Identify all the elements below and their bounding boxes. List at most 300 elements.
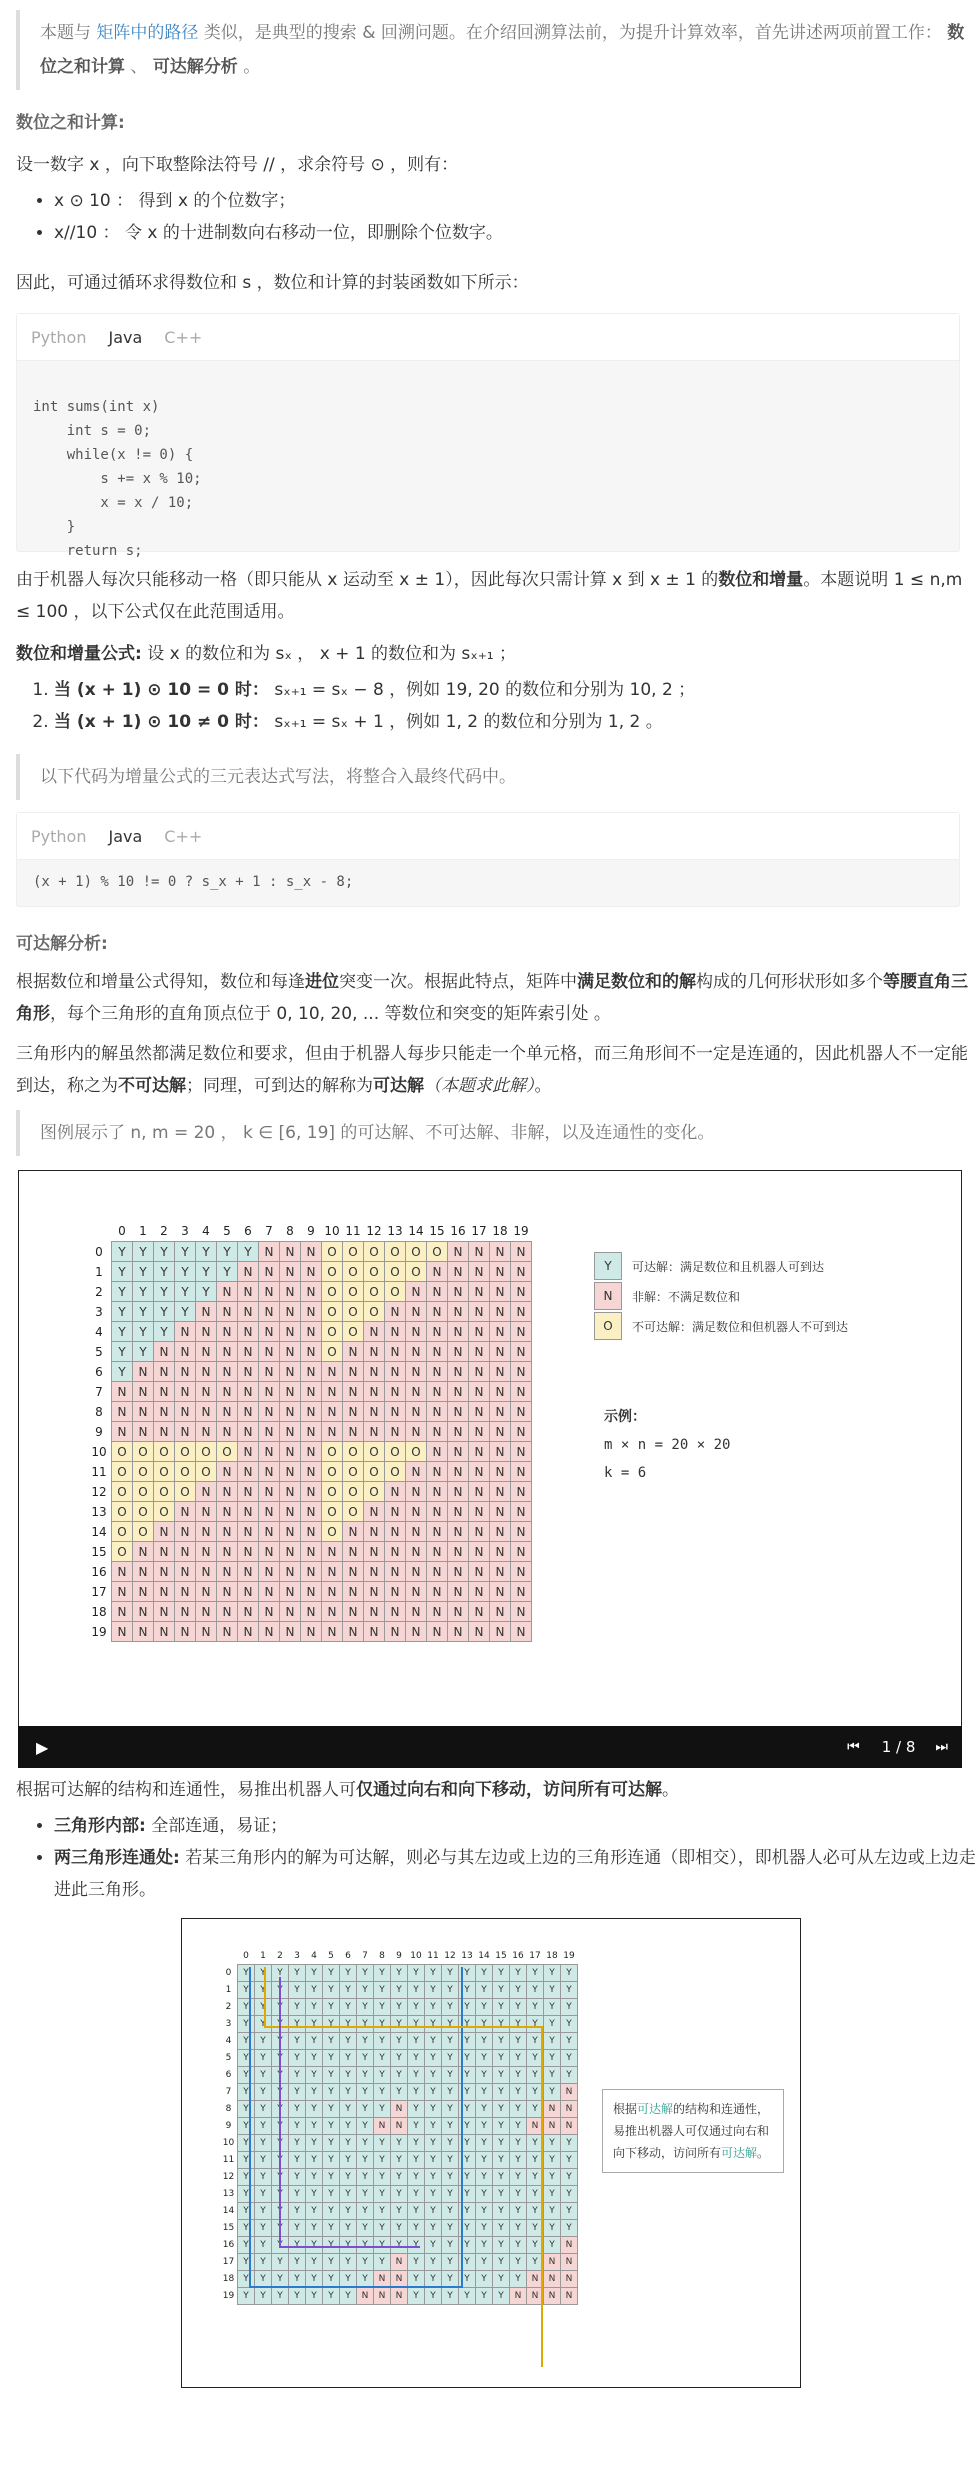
grid-cell: Y (112, 1302, 133, 1322)
t: 。 (757, 2146, 770, 2160)
formula-list (16, 674, 977, 738)
grid-cell: N (322, 1562, 343, 1582)
grid-cell: N (364, 1342, 385, 1362)
grid-cell: N (217, 1302, 238, 1322)
grid-cell: N (406, 1562, 427, 1582)
tab-python[interactable]: Python (31, 327, 87, 347)
grid-cell: Y (255, 1982, 272, 1999)
grid-cell: Y (289, 2101, 306, 2118)
intro-end: 。 (243, 57, 261, 77)
grid-cell: Y (493, 1982, 510, 1999)
intro-bold-2: 可达解分析 (152, 57, 238, 77)
grid-cell: Y (425, 2271, 442, 2288)
grid-cell: Y (510, 2203, 527, 2220)
grid-cell: N (427, 1362, 448, 1382)
grid-cell: N (511, 1542, 532, 1562)
b: 仅通过向右和向下移动，访问所有可达解 (356, 1780, 662, 1800)
grid-cell: Y (476, 1965, 493, 1982)
grid-cell: N (448, 1482, 469, 1502)
grid-cell: N (511, 1242, 532, 1262)
legend-label: 可达解：满足数位和且机器人可到达 (632, 1259, 825, 1274)
grid-cell: Y (544, 2135, 561, 2152)
row-header: 15 (222, 2223, 235, 2233)
col-header: 10 (324, 1224, 340, 1238)
grid-cell: N (490, 1242, 511, 1262)
grid-cell: Y (561, 2067, 578, 2084)
grid-cell: Y (425, 1982, 442, 1999)
grid-cell: O (154, 1502, 175, 1522)
grid-cell: Y (272, 2237, 289, 2254)
grid-cell: N (490, 1262, 511, 1282)
grid-cell: Y (289, 2016, 306, 2033)
grid-cell: Y (442, 2135, 459, 2152)
grid-cell: Y (357, 1982, 374, 1999)
grid-cell: Y (510, 1965, 527, 1982)
grid-cell: Y (425, 2254, 442, 2271)
row-header: 12 (91, 1484, 107, 1499)
grid-cell: N (259, 1382, 280, 1402)
grid-cell: Y (561, 2152, 578, 2169)
grid-cell: N (259, 1462, 280, 1482)
grid-cell: Y (476, 2016, 493, 2033)
case-1-text: sₓ₊₁ = sₓ − 8 ，例如 19, 20 的数位和分别为 10, 2 ； (274, 680, 696, 700)
row-header: 8 (225, 2104, 232, 2114)
grid-cell: N (385, 1502, 406, 1522)
grid-cell: Y (323, 1965, 340, 1982)
grid-cell: N (301, 1542, 322, 1562)
grid-cell: N (511, 1562, 532, 1582)
grid-cell: Y (442, 1982, 459, 1999)
grid-cell: O (343, 1322, 364, 1342)
grid-cell: Y (425, 2237, 442, 2254)
grid-cell: N (322, 1382, 343, 1402)
grid-cell: N (280, 1622, 301, 1642)
grid-cell: N (238, 1402, 259, 1422)
grid-cell: N (238, 1322, 259, 1342)
col-header: 17 (529, 1950, 541, 1961)
code-line: return s; (33, 543, 143, 559)
grid-cell: Y (459, 2067, 476, 2084)
grid-cell: Y (306, 2254, 323, 2271)
grid-cell: O (385, 1282, 406, 1302)
grid-cell: Y (561, 1982, 578, 1999)
grid-cell: Y (289, 2067, 306, 2084)
tab-cpp[interactable]: C++ (164, 826, 203, 846)
grid-cell: Y (408, 2084, 425, 2101)
b: 不可达解 (118, 1076, 186, 1096)
grid-cell: N (490, 1422, 511, 1442)
grid-cell: Y (408, 2016, 425, 2033)
grid-cell: Y (306, 2169, 323, 2186)
grid-cell: Y (425, 2050, 442, 2067)
grid-cell: Y (493, 2101, 510, 2118)
grid-cell: N (112, 1622, 133, 1642)
grid-cell: N (385, 1522, 406, 1542)
tab-java[interactable]: Java (108, 327, 143, 347)
grid-cell: N (154, 1342, 175, 1362)
grid-cell: N (196, 1522, 217, 1542)
grid-cell: Y (323, 1999, 340, 2016)
prev-slide-icon[interactable]: ⏮ (847, 1739, 860, 1755)
row-header: 5 (225, 2053, 232, 2063)
grid-cell: Y (459, 2203, 476, 2220)
grid-cell: N (385, 1582, 406, 1602)
grid-cell: Y (255, 2254, 272, 2271)
grid-cell: Y (374, 2033, 391, 2050)
grid-cell: O (406, 1242, 427, 1262)
grid-cell: O (112, 1542, 133, 1562)
grid-cell: Y (272, 1999, 289, 2016)
col-header: 6 (244, 1224, 252, 1238)
grid-cell: N (217, 1462, 238, 1482)
grid-cell: N (301, 1342, 322, 1362)
grid-cell: Y (476, 2186, 493, 2203)
grid-cell: Y (493, 2016, 510, 2033)
grid-cell: N (154, 1362, 175, 1382)
col-header: 13 (387, 1224, 403, 1238)
grid-cell: Y (323, 2152, 340, 2169)
grid-cell: Y (357, 2271, 374, 2288)
grid-cell: N (259, 1482, 280, 1502)
grid-cell: Y (323, 2135, 340, 2152)
grid-cell: Y (442, 2016, 459, 2033)
grid-cell: Y (340, 2050, 357, 2067)
row-header: 16 (91, 1564, 107, 1579)
grid-cell: Y (196, 1242, 217, 1262)
grid-cell: N (561, 2101, 578, 2118)
col-header: 12 (366, 1224, 382, 1238)
highlight: 可达解 (721, 2146, 758, 2160)
grid-cell: Y (272, 2271, 289, 2288)
grid-cell: N (301, 1242, 322, 1262)
grid-cell: Y (306, 2050, 323, 2067)
grid-cell: Y (425, 2169, 442, 2186)
row-header: 18 (91, 1604, 107, 1619)
list-item (54, 1842, 977, 1906)
grid-cell: Y (493, 2169, 510, 2186)
grid-cell: N (469, 1282, 490, 1302)
grid-cell: O (343, 1502, 364, 1522)
grid-cell: Y (289, 2152, 306, 2169)
col-header: 10 (410, 1950, 422, 1961)
grid-cell: Y (289, 2084, 306, 2101)
grid-cell: O (343, 1462, 364, 1482)
grid-cell: Y (459, 1965, 476, 1982)
grid-cell: N (374, 2118, 391, 2135)
grid-cell: N (490, 1322, 511, 1342)
grid-cell: N (217, 1282, 238, 1302)
grid-cell: O (364, 1462, 385, 1482)
grid-cell: Y (561, 2033, 578, 2050)
grid-cell: N (427, 1562, 448, 1582)
grid-cell: N (259, 1542, 280, 1562)
grid-cell: Y (425, 2288, 442, 2305)
grid-cell: N (259, 1242, 280, 1262)
grid-cell: Y (289, 2135, 306, 2152)
grid-cell: N (238, 1422, 259, 1442)
grid-cell: Y (476, 2050, 493, 2067)
slideshow-controls (18, 1726, 962, 1768)
grid-cell: Y (493, 2152, 510, 2169)
grid-cell: Y (357, 2033, 374, 2050)
grid-cell: N (385, 1342, 406, 1362)
col-header: 11 (427, 1950, 439, 1961)
grid-cell: Y (323, 2067, 340, 2084)
grid-cell: Y (476, 1982, 493, 1999)
grid-cell: Y (527, 2169, 544, 2186)
grid-cell: Y (306, 2033, 323, 2050)
grid-cell: N (511, 1382, 532, 1402)
col-header: 9 (307, 1224, 315, 1238)
grid-cell: Y (255, 2203, 272, 2220)
grid-cell: N (510, 2288, 527, 2305)
grid-cell: N (301, 1462, 322, 1482)
grid-cell: Y (196, 1282, 217, 1302)
tab-java[interactable]: Java (108, 826, 143, 846)
grid-cell: Y (272, 2067, 289, 2084)
grid-cell: Y (323, 2016, 340, 2033)
connectivity-figure (181, 1918, 801, 2388)
legend-item (594, 1251, 848, 1281)
matrix-path-link[interactable]: 矩阵中的路径 (96, 23, 199, 43)
grid-cell: Y (238, 2186, 255, 2203)
col-header: 17 (471, 1224, 487, 1238)
grid-cell: Y (510, 2186, 527, 2203)
row-header: 19 (91, 1624, 107, 1639)
grid-cell: Y (323, 2118, 340, 2135)
grid-cell: N (175, 1582, 196, 1602)
grid-cell: Y (527, 2152, 544, 2169)
grid-cell: N (469, 1582, 490, 1602)
list-item: • x ⊙ 10 ： 得到 x 的个位数字； (54, 185, 977, 217)
grid-cell: Y (340, 2220, 357, 2237)
grid-cell: O (385, 1442, 406, 1462)
grid-cell: N (259, 1342, 280, 1362)
code-body (17, 361, 959, 559)
grid-cell: Y (510, 2271, 527, 2288)
grid-cell: Y (408, 1982, 425, 1999)
grid-cell: O (385, 1242, 406, 1262)
col-header: 14 (478, 1950, 490, 1961)
grid-cell: O (175, 1442, 196, 1462)
grid-cell: N (427, 1622, 448, 1642)
grid-cell: Y (527, 2203, 544, 2220)
grid-cell: Y (527, 1999, 544, 2016)
grid-cell: N (133, 1562, 154, 1582)
grid-cell: Y (442, 2101, 459, 2118)
grid-cell: Y (112, 1342, 133, 1362)
grid-cell: Y (391, 2135, 408, 2152)
grid-cell: Y (408, 2271, 425, 2288)
grid-cell: Y (357, 2237, 374, 2254)
row-header: 2 (225, 2002, 232, 2012)
grid-cell: Y (340, 2118, 357, 2135)
grid-cell: Y (255, 2288, 272, 2305)
row-header: 10 (222, 2138, 235, 2148)
grid-cell: N (469, 1242, 490, 1262)
grid-cell: Y (510, 2033, 527, 2050)
grid-cell: Y (510, 2135, 527, 2152)
grid-cell: Y (217, 1262, 238, 1282)
grid-cell: Y (459, 2237, 476, 2254)
grid-cell: N (196, 1582, 217, 1602)
grid-cell: N (385, 1302, 406, 1322)
grid-cell: Y (442, 2254, 459, 2271)
grid-cell: N (448, 1322, 469, 1342)
grid-cell: Y (476, 2220, 493, 2237)
grid-cell: N (469, 1422, 490, 1442)
list-item (54, 674, 977, 706)
grid-cell: Y (544, 1999, 561, 2016)
grid-cell: N (511, 1342, 532, 1362)
grid-cell: N (343, 1522, 364, 1542)
col-header: 0 (118, 1224, 126, 1238)
grid-cell: N (280, 1582, 301, 1602)
grid-cell: Y (289, 2237, 306, 2254)
grid-cell: O (364, 1282, 385, 1302)
grid-cell: Y (255, 2220, 272, 2237)
grid-cell: Y (340, 2203, 357, 2220)
grid-cell: Y (476, 2084, 493, 2101)
grid-cell: Y (272, 2152, 289, 2169)
grid-cell: Y (425, 2220, 442, 2237)
grid-cell: Y (493, 2067, 510, 2084)
play-icon[interactable]: ▶ (36, 1737, 49, 1757)
grid-cell: N (561, 2237, 578, 2254)
grid-cell: N (469, 1482, 490, 1502)
grid-cell: Y (133, 1282, 154, 1302)
grid-cell: N (196, 1502, 217, 1522)
grid-cell: N (448, 1242, 469, 1262)
grid-cell: N (427, 1502, 448, 1522)
grid-cell: O (343, 1302, 364, 1322)
grid-cell: N (217, 1622, 238, 1642)
grid-cell: Y (289, 1999, 306, 2016)
grid-cell: Y (133, 1322, 154, 1342)
col-header: 19 (513, 1224, 529, 1238)
grid-cell: N (527, 2288, 544, 2305)
grid-cell: Y (340, 2084, 357, 2101)
grid-cell: N (343, 1582, 364, 1602)
grid-cell: Y (306, 2152, 323, 2169)
grid-cell: Y (476, 2169, 493, 2186)
grid-cell: Y (272, 2135, 289, 2152)
grid-cell: O (385, 1262, 406, 1282)
grid-cell: N (217, 1322, 238, 1342)
grid-cell: O (133, 1482, 154, 1502)
col-header: 5 (328, 1950, 334, 1961)
grid-cell: Y (289, 1982, 306, 1999)
grid-cell: N (490, 1502, 511, 1522)
grid-cell: Y (561, 2135, 578, 2152)
grid-cell: Y (544, 2152, 561, 2169)
next-slide-icon[interactable]: ⏭ (935, 1739, 948, 1755)
grid-cell: Y (544, 2033, 561, 2050)
grid-cell: Y (425, 1999, 442, 2016)
grid-cell: N (196, 1402, 217, 1422)
grid-cell: Y (340, 2169, 357, 2186)
grid-cell: Y (442, 1999, 459, 2016)
grid-cell: N (511, 1422, 532, 1442)
row-header: 7 (225, 2087, 232, 2097)
grid-cell: Y (493, 2254, 510, 2271)
grid-cell: Y (544, 2220, 561, 2237)
grid-cell: Y (272, 1965, 289, 1982)
code-block-sums (16, 313, 960, 559)
grid-cell: Y (493, 2135, 510, 2152)
grid-cell: Y (374, 1982, 391, 1999)
grid-cell: Y (238, 1242, 259, 1262)
grid-cell: Y (289, 2203, 306, 2220)
grid-cell: Y (154, 1242, 175, 1262)
col-header: 5 (223, 1224, 231, 1238)
grid-cell: O (112, 1462, 133, 1482)
grid-cell: N (175, 1622, 196, 1642)
increment-text-2: 。本题说明 1 ≤ n,m ≤ 100 ，以下公式仅在此范围适用。 (16, 570, 963, 622)
grid-cell: N (196, 1562, 217, 1582)
grid-cell: N (511, 1262, 532, 1282)
grid-cell: Y (175, 1302, 196, 1322)
grid-cell: Y (408, 2203, 425, 2220)
grid-cell: N (196, 1482, 217, 1502)
grid-cell: N (406, 1602, 427, 1622)
grid-cell: N (133, 1382, 154, 1402)
grid-cell: N (238, 1342, 259, 1362)
tab-python[interactable]: Python (31, 826, 87, 846)
grid-cell: N (217, 1582, 238, 1602)
grid-cell: N (490, 1282, 511, 1302)
grid-cell: Y (561, 1999, 578, 2016)
grid-cell: Y (374, 2016, 391, 2033)
grid-cell: N (544, 2118, 561, 2135)
grid-cell: N (175, 1602, 196, 1622)
grid-cell: Y (255, 2016, 272, 2033)
grid-cell: Y (459, 2101, 476, 2118)
grid-cell: Y (493, 2271, 510, 2288)
tab-cpp[interactable]: C++ (164, 327, 203, 347)
grid-cell: N (364, 1502, 385, 1522)
grid-cell: N (280, 1542, 301, 1562)
grid-cell: N (175, 1382, 196, 1402)
row-header: 14 (91, 1524, 107, 1539)
grid-cell: N (406, 1542, 427, 1562)
grid-cell: Y (425, 2203, 442, 2220)
grid-cell: N (301, 1442, 322, 1462)
grid-cell: Y (323, 2101, 340, 2118)
grid-cell: Y (391, 2050, 408, 2067)
grid-cell: N (280, 1282, 301, 1302)
grid-cell: Y (289, 2288, 306, 2305)
grid-cell: N (385, 1362, 406, 1382)
grid-cell: N (133, 1422, 154, 1442)
grid-cell: Y (544, 2169, 561, 2186)
grid-cell: Y (238, 1965, 255, 1982)
grid-cell: O (322, 1242, 343, 1262)
grid-cell: Y (357, 2118, 374, 2135)
grid-cell: O (364, 1262, 385, 1282)
formula-label: 数位和增量公式: (16, 644, 142, 664)
grid-cell: N (343, 1402, 364, 1422)
grid-cell: Y (493, 1999, 510, 2016)
grid-cell: Y (255, 2152, 272, 2169)
grid-cell: Y (493, 2033, 510, 2050)
grid-cell: Y (340, 2237, 357, 2254)
col-header: 8 (286, 1224, 294, 1238)
grid-cell: N (175, 1322, 196, 1342)
list-item: • x//10 ： 令 x 的十进制数向右移动一位，即删除个位数字。 (54, 217, 977, 249)
grid-cell: N (561, 2254, 578, 2271)
row-header: 11 (222, 2155, 235, 2165)
